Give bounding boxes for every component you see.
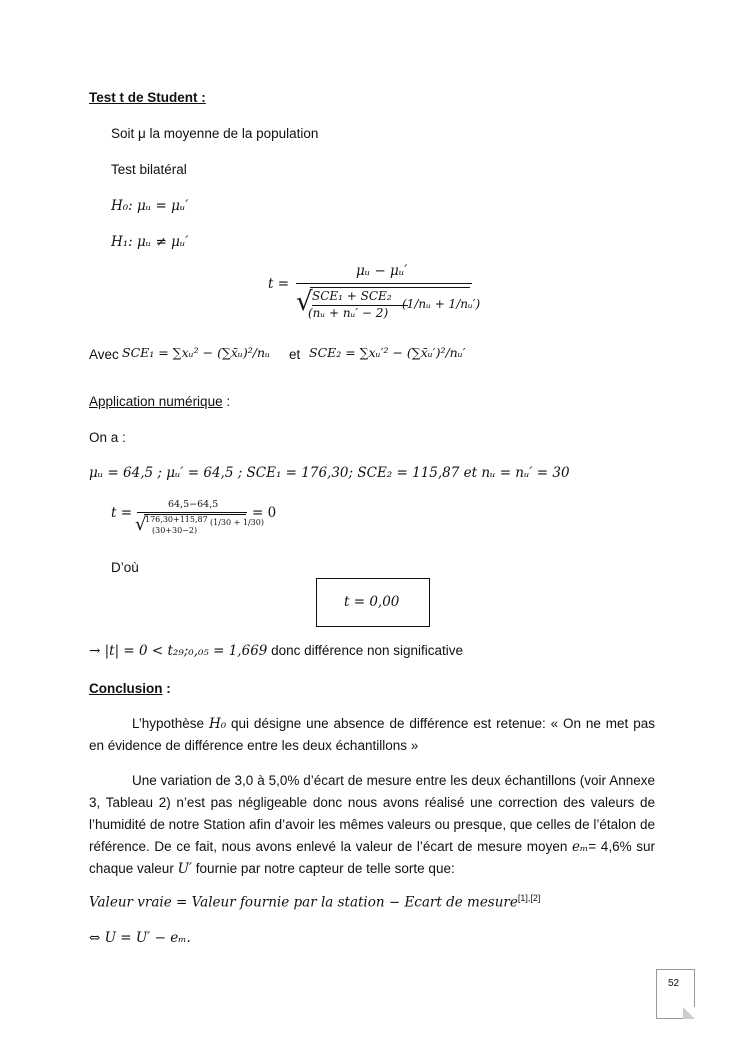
p2-em: eₘ — [572, 839, 589, 855]
calc-fraction-bar — [137, 512, 247, 513]
comparison-line — [89, 643, 463, 659]
formula-sqrt-bar — [310, 287, 470, 288]
page-number: 52 — [668, 978, 680, 989]
formula-inverse-sum: (1/nᵤ + 1/nᵤ′) — [402, 297, 481, 311]
numeric-values: μᵤ = 64,5 ; μᵤ′ = 64,5 ; SCE₁ = 176,30; SCE₂ = 115,87 et nᵤ = nᵤ′ = 30 — [89, 465, 570, 481]
p2-end-b: fournie par notre capteur de telle sorte que: — [195, 861, 455, 876]
calc-sce: 176,30+115,87 — [145, 515, 208, 524]
result-box — [316, 578, 430, 627]
eq1-text: Valeur vraie = Valeur fournie par la station − Ecart de mesure — [89, 894, 518, 911]
p2-u: U′ — [177, 861, 193, 877]
formula-df: (nᵤ + nᵤ′ − 2) — [308, 306, 389, 320]
conclusion-title: Conclusion — [89, 681, 163, 696]
hypothesis-h1: H₁: μᵤ ≠ μᵤ′ — [111, 234, 189, 250]
intro-line-mean: Soit μ la moyenne de la population — [111, 126, 319, 141]
calc-sqrt-sign: √ — [135, 514, 147, 535]
application-colon: : — [222, 394, 231, 409]
formula-numerator: μᵤ − μᵤ′ — [356, 263, 408, 279]
calc-df: (30+30−2) — [152, 526, 198, 535]
calc-lhs: t = — [111, 505, 133, 521]
calc-numerator: 64,5−64,5 — [168, 499, 219, 510]
conclusion-paragraph-2 — [89, 770, 655, 880]
result-value: t = 0,00 — [344, 594, 400, 610]
p1-text-b: qui désigne une absence de différence est retenue: « On ne met pas en évidence de différence entre les deux échantillons » — [89, 716, 655, 753]
p2-end-a: sur chaque valeur — [89, 839, 655, 876]
formula-sce-sum: SCE₁ + SCE₂ — [312, 289, 392, 303]
hypothesis-h0: H₀: μᵤ = μᵤ′ — [111, 198, 189, 214]
calc-result: = 0 — [252, 505, 277, 521]
dou-line: D’où — [111, 560, 139, 575]
equation-u: ⇔ U = U′ − eₘ. — [89, 930, 191, 946]
formula-sqrt-sign: √ — [296, 287, 313, 317]
sce2-definition: SCE₂ = ∑xᵤ′² − (∑x̄ᵤ′)²/nᵤ′ — [309, 345, 466, 360]
comparison-text: donc différence non significative — [271, 643, 464, 658]
p2-text: Une variation de 3,0 à 5,0% d’écart de mesure entre les deux échantillons (voir Annexe 3, Tableau 2) n’est pas négligeable donc nous avons réalisé une correction des valeurs de l’humidité de notre Station afin d’avoir les mêmes valeurs ou presque, que celles de l’étalon de référence. De ce fait, nous avons enlevé la valeur de l’écart de mesure moyen — [89, 773, 655, 854]
page-number-box — [656, 969, 695, 1019]
equation-valeur-vraie — [89, 893, 540, 911]
p1-h0: H₀ — [208, 716, 227, 732]
p1-text-a: L’hypothèse — [132, 716, 205, 731]
p2-percent: = 4,6% — [588, 839, 632, 854]
application-heading — [89, 394, 230, 409]
avec-middle: et — [289, 347, 301, 362]
conclusion-paragraph-1 — [89, 713, 655, 757]
avec-prefix: Avec — [89, 347, 119, 362]
intro-line-test: Test bilatéral — [111, 162, 187, 177]
formula-lhs: t = — [268, 276, 290, 292]
section-heading: Test t de Student : — [89, 90, 206, 105]
formula-fraction-bar — [296, 283, 472, 284]
comparison-math: → |t| = 0 < t₂₉;₀,₀₅ = 1,669 — [89, 643, 268, 659]
application-title: Application numérique — [89, 394, 223, 409]
eq1-references: [1],[2] — [517, 893, 541, 903]
sce1-definition: SCE₁ = ∑xᵤ² − (∑x̄ᵤ)²/nᵤ — [122, 345, 271, 360]
calc-inverse: (1/30 + 1/30) — [210, 518, 264, 527]
conclusion-heading — [89, 681, 171, 696]
on-a-line: On a : — [89, 430, 126, 445]
conclusion-colon: : — [162, 681, 171, 696]
page-fold — [683, 1007, 695, 1019]
